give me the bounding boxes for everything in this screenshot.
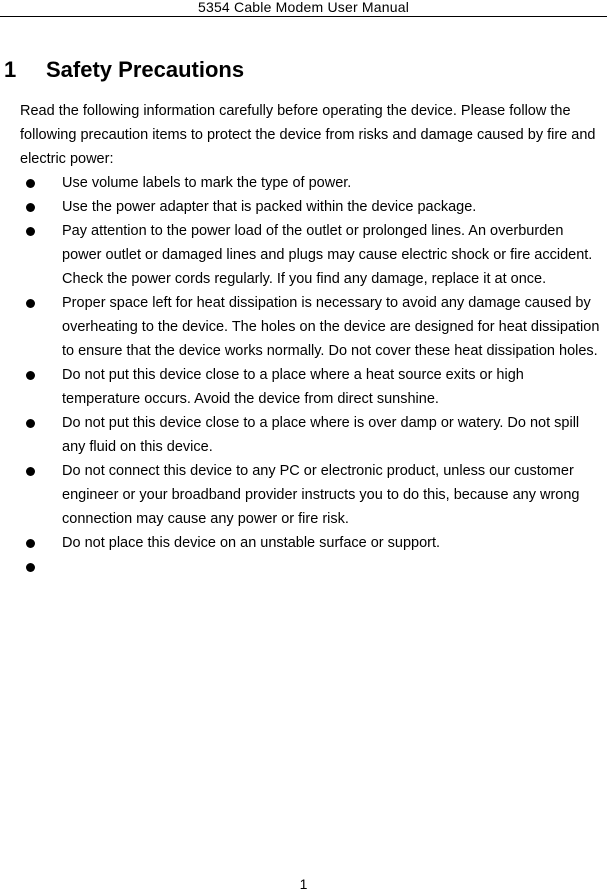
bullet-icon: [26, 419, 35, 428]
bullet-icon: [26, 467, 35, 476]
bullet-icon: [26, 203, 35, 212]
precaution-text: Pay attention to the power load of the outlet or prolonged lines. An overburden power outlet or damaged lines and plugs may cause electric shock or fire accident. Check the power cords regularly. If you find any damage, replace it at once.: [62, 223, 593, 287]
precaution-item: [20, 411, 605, 459]
precaution-item: [20, 555, 605, 579]
precaution-text: Proper space left for heat dissipation is necessary to avoid any damage caused by overheating to the device. The holes on the device are designed for heat dissipation to ensure that the device works normally. Do not cover these heat dissipation holes.: [62, 295, 600, 359]
bullet-icon: [26, 179, 35, 188]
bullet-icon: [26, 563, 35, 572]
precaution-item: [20, 171, 605, 195]
precaution-item: [20, 459, 605, 531]
section-title: Safety Precautions: [46, 57, 245, 82]
bullet-icon: [26, 539, 35, 548]
precaution-text: Do not put this device close to a place where a heat source exits or high temperature occurs. Avoid the device from direct sunshine.: [62, 367, 524, 407]
page-number: 1: [299, 876, 308, 892]
precaution-item: [20, 219, 605, 291]
precaution-text: Use volume labels to mark the type of power.: [62, 175, 352, 191]
precaution-item: [20, 531, 605, 555]
section-heading: [4, 57, 244, 83]
intro-paragraph: Read the following information carefully before operating the device. Please follow the following precaution items to protect the device from risks and damage caused by fire and electric power:: [20, 103, 596, 167]
precaution-text: Do not put this device close to a place where is over damp or watery. Do not spill any fluid on this device.: [62, 415, 580, 455]
precaution-text: Do not connect this device to any PC or electronic product, unless our customer engineer or your broadband provider instructs you to do this, because any wrong connection may cause any power or fire risk.: [62, 463, 580, 527]
precaution-text: Do not place this device on an unstable surface or support.: [62, 535, 441, 551]
section-number: 1: [4, 57, 17, 82]
precaution-item: [20, 195, 605, 219]
precaution-item: [20, 363, 605, 411]
precaution-item: [20, 291, 605, 363]
bullet-icon: [26, 299, 35, 308]
precaution-list: [20, 171, 605, 579]
running-header: 5354 Cable Modem User Manual: [0, 0, 607, 17]
precaution-text: Use the power adapter that is packed within the device package.: [62, 199, 477, 215]
bullet-icon: [26, 371, 35, 380]
page-body: [20, 99, 605, 579]
bullet-icon: [26, 227, 35, 236]
